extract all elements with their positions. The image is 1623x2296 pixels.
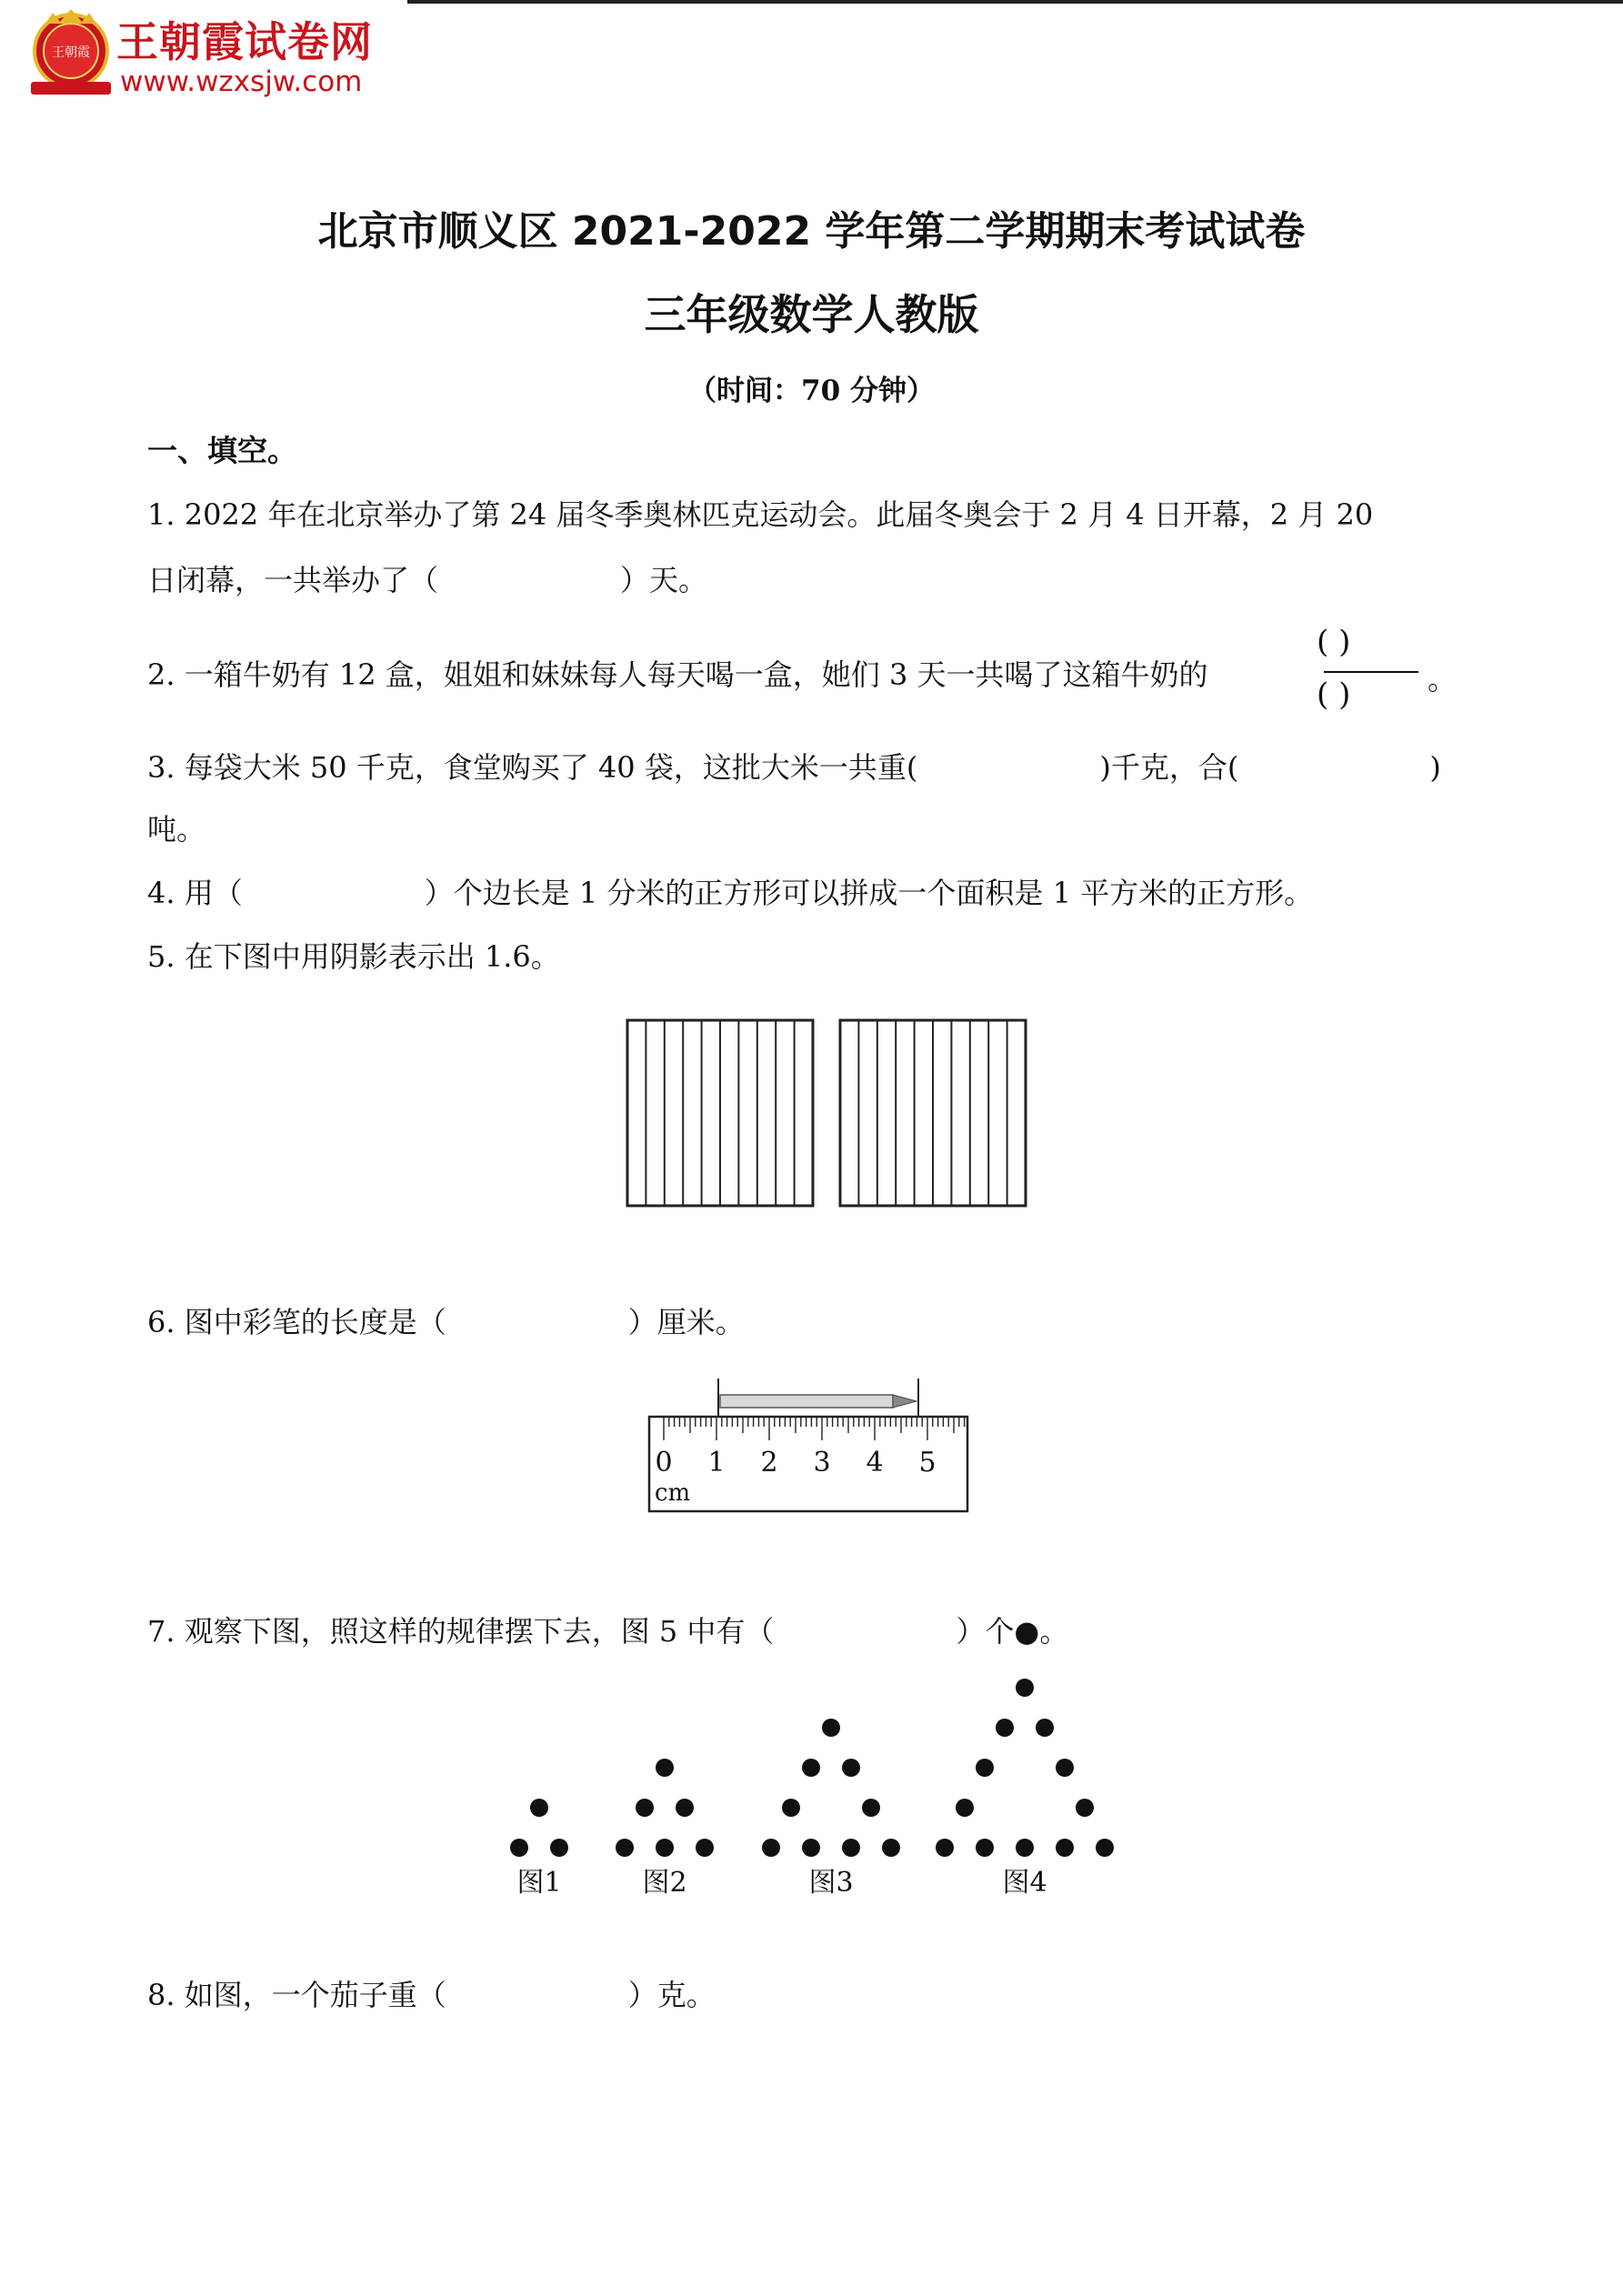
q6-text-b: ）厘米。 — [627, 1305, 745, 1339]
figure-2-dots — [616, 1759, 714, 1857]
question-1-line-2 — [147, 562, 707, 598]
q3-text-c: ) — [1429, 750, 1441, 785]
site-url[interactable]: www.wzxsjw.com — [120, 65, 363, 98]
fraction-bar — [1324, 671, 1418, 673]
ruler-tick-label: 5 — [918, 1447, 937, 1479]
figure-1-dots — [510, 1799, 568, 1857]
logo-text: 王朝霞 — [52, 45, 90, 60]
q2-tail: 。 — [1428, 662, 1458, 697]
q7-text-b: ）个●。 — [956, 1614, 1069, 1649]
figure-2-label: 图2 — [642, 1867, 687, 1899]
top-border-line — [407, 0, 1623, 4]
question-5: 5. 在下图中用阴影表示出 1.6。 — [147, 939, 560, 974]
figure-3-dots — [762, 1719, 900, 1857]
site-name[interactable]: 王朝霞试卷网 — [116, 17, 373, 66]
q3-text-a: 3. 每袋大米 50 千克，食堂购买了 40 袋，这批大米一共重( — [147, 750, 918, 785]
exam-time: （时间：70 分钟） — [688, 375, 935, 407]
ruler-tick-label: 4 — [866, 1447, 884, 1479]
ruler-tick-label: 3 — [813, 1447, 831, 1479]
q8-text-a: 8. 如图，一个茄子重（ — [147, 1978, 446, 2012]
question-4 — [147, 875, 1313, 911]
ruler-tick-label: 0 — [655, 1447, 673, 1479]
question-3-line-1 — [147, 749, 1441, 786]
question-2: 2. 一箱牛奶有 12 盒，姐姐和妹妹每人每天喝一盒，她们 3 天一共喝了这箱牛奶的 — [147, 657, 1208, 692]
ruler-unit-label: cm — [655, 1479, 691, 1507]
fraction-numerator: ( ) — [1317, 624, 1351, 660]
exam-subtitle: 三年级数学人教版 — [644, 290, 979, 339]
figure-3-label: 图3 — [808, 1867, 854, 1899]
ruler-tick-label: 2 — [760, 1447, 778, 1479]
q1-text-a: 日闭幕，一共举办了（ — [147, 563, 439, 597]
figure-1-label: 图1 — [516, 1867, 562, 1899]
grid-right[interactable] — [840, 1020, 1026, 1206]
figure-4-label: 图4 — [1002, 1867, 1047, 1899]
question-3-line-2: 吨。 — [147, 812, 206, 847]
q7-text-a: 7. 观察下图，照这样的规律摆下去，图 5 中有（ — [147, 1614, 775, 1649]
q4-text-b: ）个边长是 1 分米的正方形可以拼成一个面积是 1 平方米的正方形。 — [424, 876, 1314, 910]
q6-text-a: 6. 图中彩笔的长度是（ — [147, 1305, 446, 1339]
question-8 — [147, 1977, 716, 2013]
dot-pattern-figure — [491, 1671, 1146, 1908]
q3-text-b: )千克，合( — [1099, 750, 1239, 785]
exam-title: 北京市顺义区 2021-2022 学年第二学期期末考试试卷 — [317, 208, 1306, 255]
question-6 — [147, 1304, 745, 1340]
decimal-grid-figure[interactable] — [622, 1015, 1035, 1211]
grid-left[interactable] — [627, 1020, 813, 1206]
crayon-icon — [718, 1379, 918, 1417]
question-7 — [147, 1613, 1068, 1649]
q4-text-a: 4. 用（ — [147, 876, 243, 910]
fraction-denominator: ( ) — [1317, 677, 1351, 713]
site-logo-icon — [27, 5, 115, 100]
ruler-tick-label: 1 — [707, 1447, 726, 1479]
q8-text-b: ）克。 — [627, 1978, 716, 2012]
q1-text-b: ）天。 — [620, 563, 708, 597]
section-heading: 一、填空。 — [147, 433, 297, 468]
figure-4-dots — [936, 1679, 1114, 1857]
question-1-line-1: 1. 2022 年在北京举办了第 24 届冬季奥林匹克运动会。此届冬奥会于 2 月 4 日开幕，2 月 20 — [147, 497, 1374, 532]
ruler-figure — [647, 1377, 971, 1513]
fraction-answer[interactable] — [1317, 624, 1424, 718]
